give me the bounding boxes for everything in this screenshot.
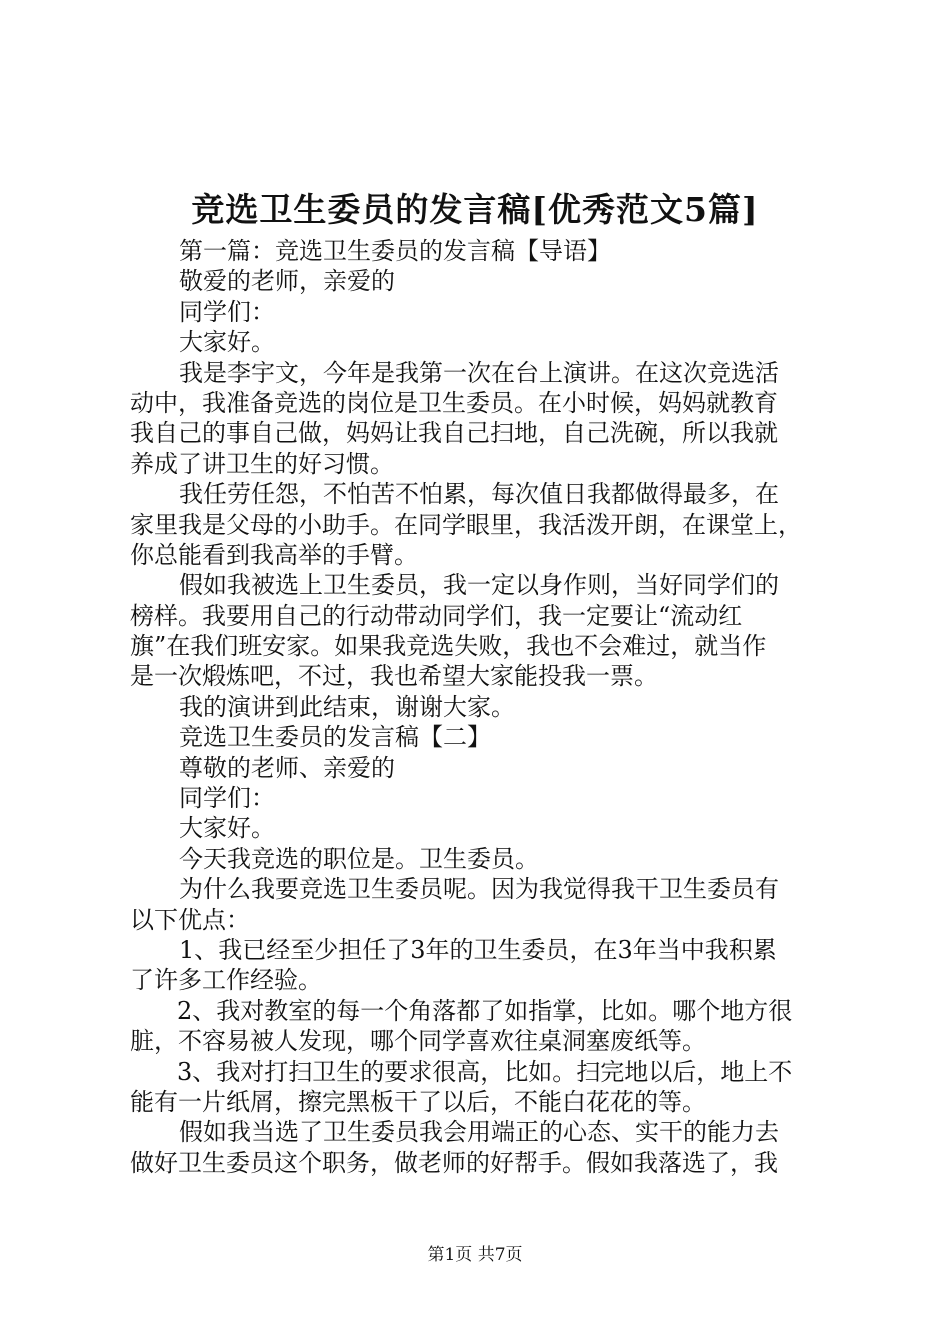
text-line: 竞选卫生委员的发言稿【二】 — [179, 723, 491, 752]
text-line: 了许多工作经验。 — [130, 966, 322, 995]
text-line: 同学们： — [179, 297, 275, 326]
text-line: 脏，不容易被人发现，哪个同学喜欢往桌洞塞废纸等。 — [130, 1027, 706, 1056]
text-line: 你总能看到我高举的手臂。 — [130, 540, 418, 569]
text-line: 是一次煅炼吧，不过，我也希望大家能投我一票。 — [130, 662, 658, 691]
text-line: 大家好。 — [179, 814, 275, 843]
text-line: 假如我当选了卫生委员我会用端正的心态、实干的能力去 — [179, 1118, 779, 1147]
text-line: 旗”在我们班安家。如果我竞选失败，我也不会难过，就当作 — [130, 632, 767, 661]
text-line: 同学们： — [179, 784, 275, 813]
text-line: 我的演讲到此结束，谢谢大家。 — [179, 692, 515, 721]
text-line: 以下优点： — [130, 905, 250, 934]
text-line: 能有一片纸屑，擦完黑板干了以后，不能白花花的等。 — [130, 1087, 706, 1116]
text-line: 养成了讲卫生的好习惯。 — [130, 449, 394, 478]
text-line: 为什么我要竞选卫生委员呢。因为我觉得我干卫生委员有 — [179, 875, 779, 904]
text-line: 1、我已经至少担任了3年的卫生委员，在3年当中我积累 — [179, 935, 777, 964]
text-line: 我任劳任怨，不怕苦不怕累，每次值日我都做得最多，在 — [179, 480, 779, 509]
text-line: 敬爱的老师，亲爱的 — [179, 267, 395, 296]
text-line: 3、我对打扫卫生的要求很高，比如。扫完地以后，地上不 — [177, 1057, 793, 1086]
document-body — [130, 236, 830, 1178]
document-title: 竞选卫生委员的发言稿[优秀范文5篇] — [191, 190, 759, 229]
text-line: 今天我竞选的职位是。卫生委员。 — [179, 844, 539, 873]
text-line: 假如我被选上卫生委员，我一定以身作则，当好同学们的 — [179, 571, 779, 600]
text-line: 尊敬的老师、亲爱的 — [179, 753, 395, 782]
text-line: 第一篇：竞选卫生委员的发言稿【导语】 — [179, 237, 611, 265]
text-line: 我是李宇文，今年是我第一次在台上演讲。在这次竞选活 — [179, 358, 779, 387]
page-footer: 第1页 共7页 — [427, 1245, 523, 1265]
text-line: 榜样。我要用自己的行动带动同学们，我一定要让“流动红 — [130, 601, 743, 630]
text-line: 家里我是父母的小助手。在同学眼里，我活泼开朗，在课堂上， — [130, 510, 802, 539]
text-line: 动中，我准备竞选的岗位是卫生委员。在小时候，妈妈就教育 — [130, 388, 778, 417]
text-line: 大家好。 — [179, 328, 275, 357]
text-line: 2、我对教室的每一个角落都了如指掌，比如。哪个地方很 — [177, 996, 793, 1025]
text-line: 做好卫生委员这个职务，做老师的好帮手。假如我落选了，我 — [130, 1148, 778, 1177]
text-line: 我自己的事自己做，妈妈让我自己扫地，自己洗碗，所以我就 — [130, 419, 778, 448]
